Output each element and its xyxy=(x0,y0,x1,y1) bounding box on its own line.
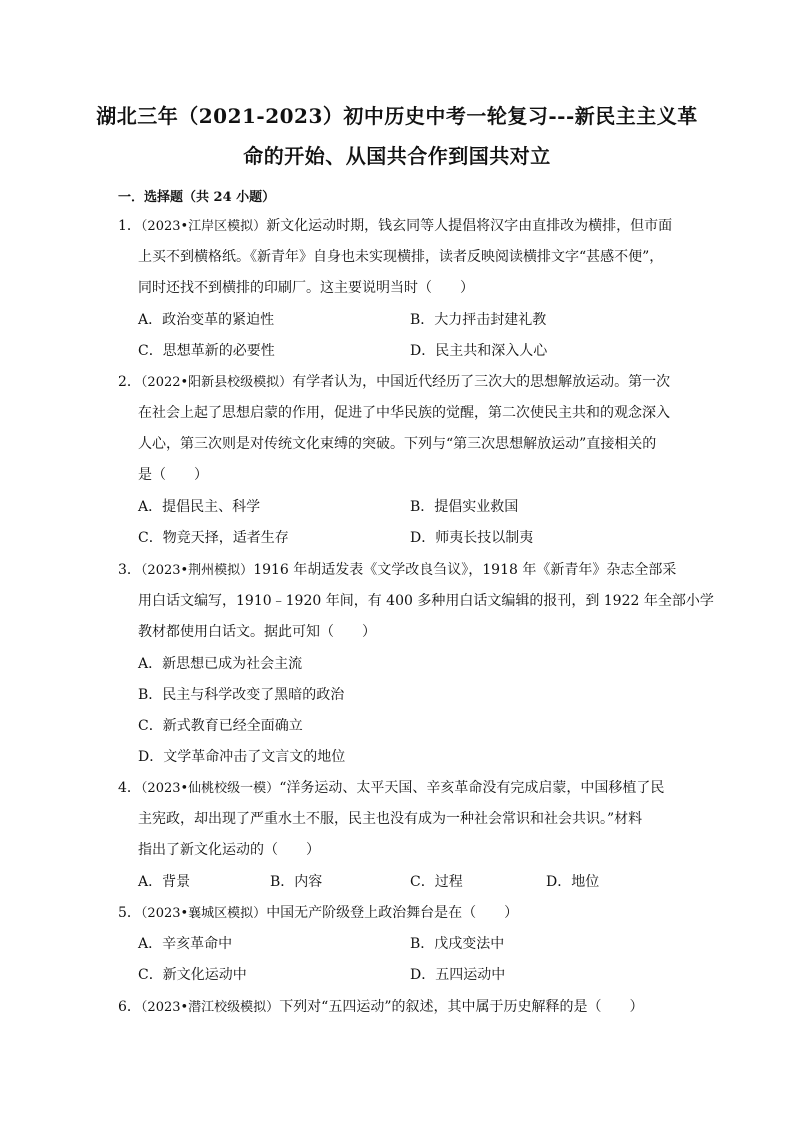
option-b: B．提倡实业救国 xyxy=(410,499,519,515)
title-line-2: 命的开始、从国共合作到国共对立 xyxy=(243,144,551,168)
question-source: （2023•潜江校级模拟） xyxy=(140,1000,280,1015)
option-b: B．内容 xyxy=(270,874,323,890)
title-line-1: 湖北三年（2021-2023）初中历史中考一轮复习---新民主主义革 xyxy=(96,104,698,128)
question-4-line-1 xyxy=(118,778,664,798)
question-1-line-1 xyxy=(118,216,672,236)
question-text: 有学者认为，中国近代经历了三次大的思想解放运动。第一次 xyxy=(292,374,671,390)
question-1-line-3: 同时还找不到横排的印刷厂。这主要说明当时（ ） xyxy=(138,280,474,296)
question-number: 4． xyxy=(118,780,141,796)
question-text: 中国无产阶级登上政治舞台是在（ ） xyxy=(266,905,519,921)
question-2-line-2: 在社会上起了思想启蒙的作用，促进了中华民族的觉醒，第二次使民主共和的观念深入 xyxy=(138,405,670,421)
question-3-line-3: 教材都使用白话文。据此可知（ ） xyxy=(138,624,376,640)
option-b: B．大力抨击封建礼教 xyxy=(410,312,547,328)
option-c: C．过程 xyxy=(410,874,463,890)
option-a: A．新思想已成为社会主流 xyxy=(138,656,303,672)
option-b: B．民主与科学改变了黑暗的政治 xyxy=(138,687,345,703)
option-a: A．辛亥革命中 xyxy=(138,936,233,952)
question-source: （2023•江岸区模拟） xyxy=(140,219,267,234)
question-2-line-4: 是（ ） xyxy=(138,467,208,483)
question-number: 6． xyxy=(118,999,141,1015)
option-a: A．提倡民主、科学 xyxy=(138,499,261,515)
question-text: “洋务运动、太平天国、辛亥革命没有完成启蒙，中国移植了民 xyxy=(279,780,665,796)
question-source: （2023•襄城区模拟） xyxy=(140,906,267,921)
question-3-line-2: 用白话文编写，1910﹣1920 年间，有 400 多种用白话文编辑的报刊，到 1922 年全部小学 xyxy=(138,593,714,609)
section-heading: 一．选择题（共 24 小题） xyxy=(118,190,276,205)
document-title xyxy=(80,96,714,176)
option-d: D．师夷长技以制夷 xyxy=(410,530,534,546)
question-number: 5． xyxy=(118,905,141,921)
option-d: D．民主共和深入人心 xyxy=(410,343,548,359)
option-c: C．物竞天择，适者生存 xyxy=(138,530,289,546)
option-d: D．五四运动中 xyxy=(410,967,506,983)
option-d: D．文学革命冲击了文言文的地位 xyxy=(138,749,346,765)
question-4-line-2: 主宪政，却出现了严重水土不服，民主也没有成为一种社会常识和社会共识。”材料 xyxy=(138,811,643,827)
question-1-line-2: 上买不到横格纸。《新青年》自身也未实现横排，读者反映阅读横排文字“甚感不便”， xyxy=(138,249,664,265)
question-6-line-1 xyxy=(118,997,644,1017)
question-text: 1916 年胡适发表《文学改良刍议》，1918 年《新青年》杂志全部采 xyxy=(253,562,677,578)
option-c: C．新文化运动中 xyxy=(138,967,247,983)
question-text: 新文化运动时期，钱玄同等人提倡将汉字由直排改为横排，但市面 xyxy=(266,218,673,234)
question-4-line-3: 指出了新文化运动的（ ） xyxy=(138,842,320,858)
question-2-line-3: 人心，第三次则是对传统文化束缚的突破。下列与“第三次思想解放运动”直接相关的 xyxy=(138,436,657,452)
option-a: A．政治变革的紧迫性 xyxy=(138,312,275,328)
option-c: C．思想革新的必要性 xyxy=(138,343,275,359)
question-number: 3． xyxy=(118,562,141,578)
option-d: D．地位 xyxy=(546,874,600,890)
option-a: A．背景 xyxy=(138,874,191,890)
question-source: （2023•荆州模拟） xyxy=(140,563,254,578)
question-number: 2． xyxy=(118,374,141,390)
option-c: C．新式教育已经全面确立 xyxy=(138,718,303,734)
question-5-line-1 xyxy=(118,903,518,923)
question-2-line-1 xyxy=(118,372,670,392)
question-number: 1． xyxy=(118,218,141,234)
question-source: （2023•仙桃校级一模） xyxy=(140,781,280,796)
question-3-line-1 xyxy=(118,560,676,580)
option-b: B．戊戌变法中 xyxy=(410,936,505,952)
question-source: （2022•阳新县校级模拟） xyxy=(140,375,293,390)
question-text: 下列对“五四运动”的叙述，其中属于历史解释的是（ ） xyxy=(279,999,644,1015)
